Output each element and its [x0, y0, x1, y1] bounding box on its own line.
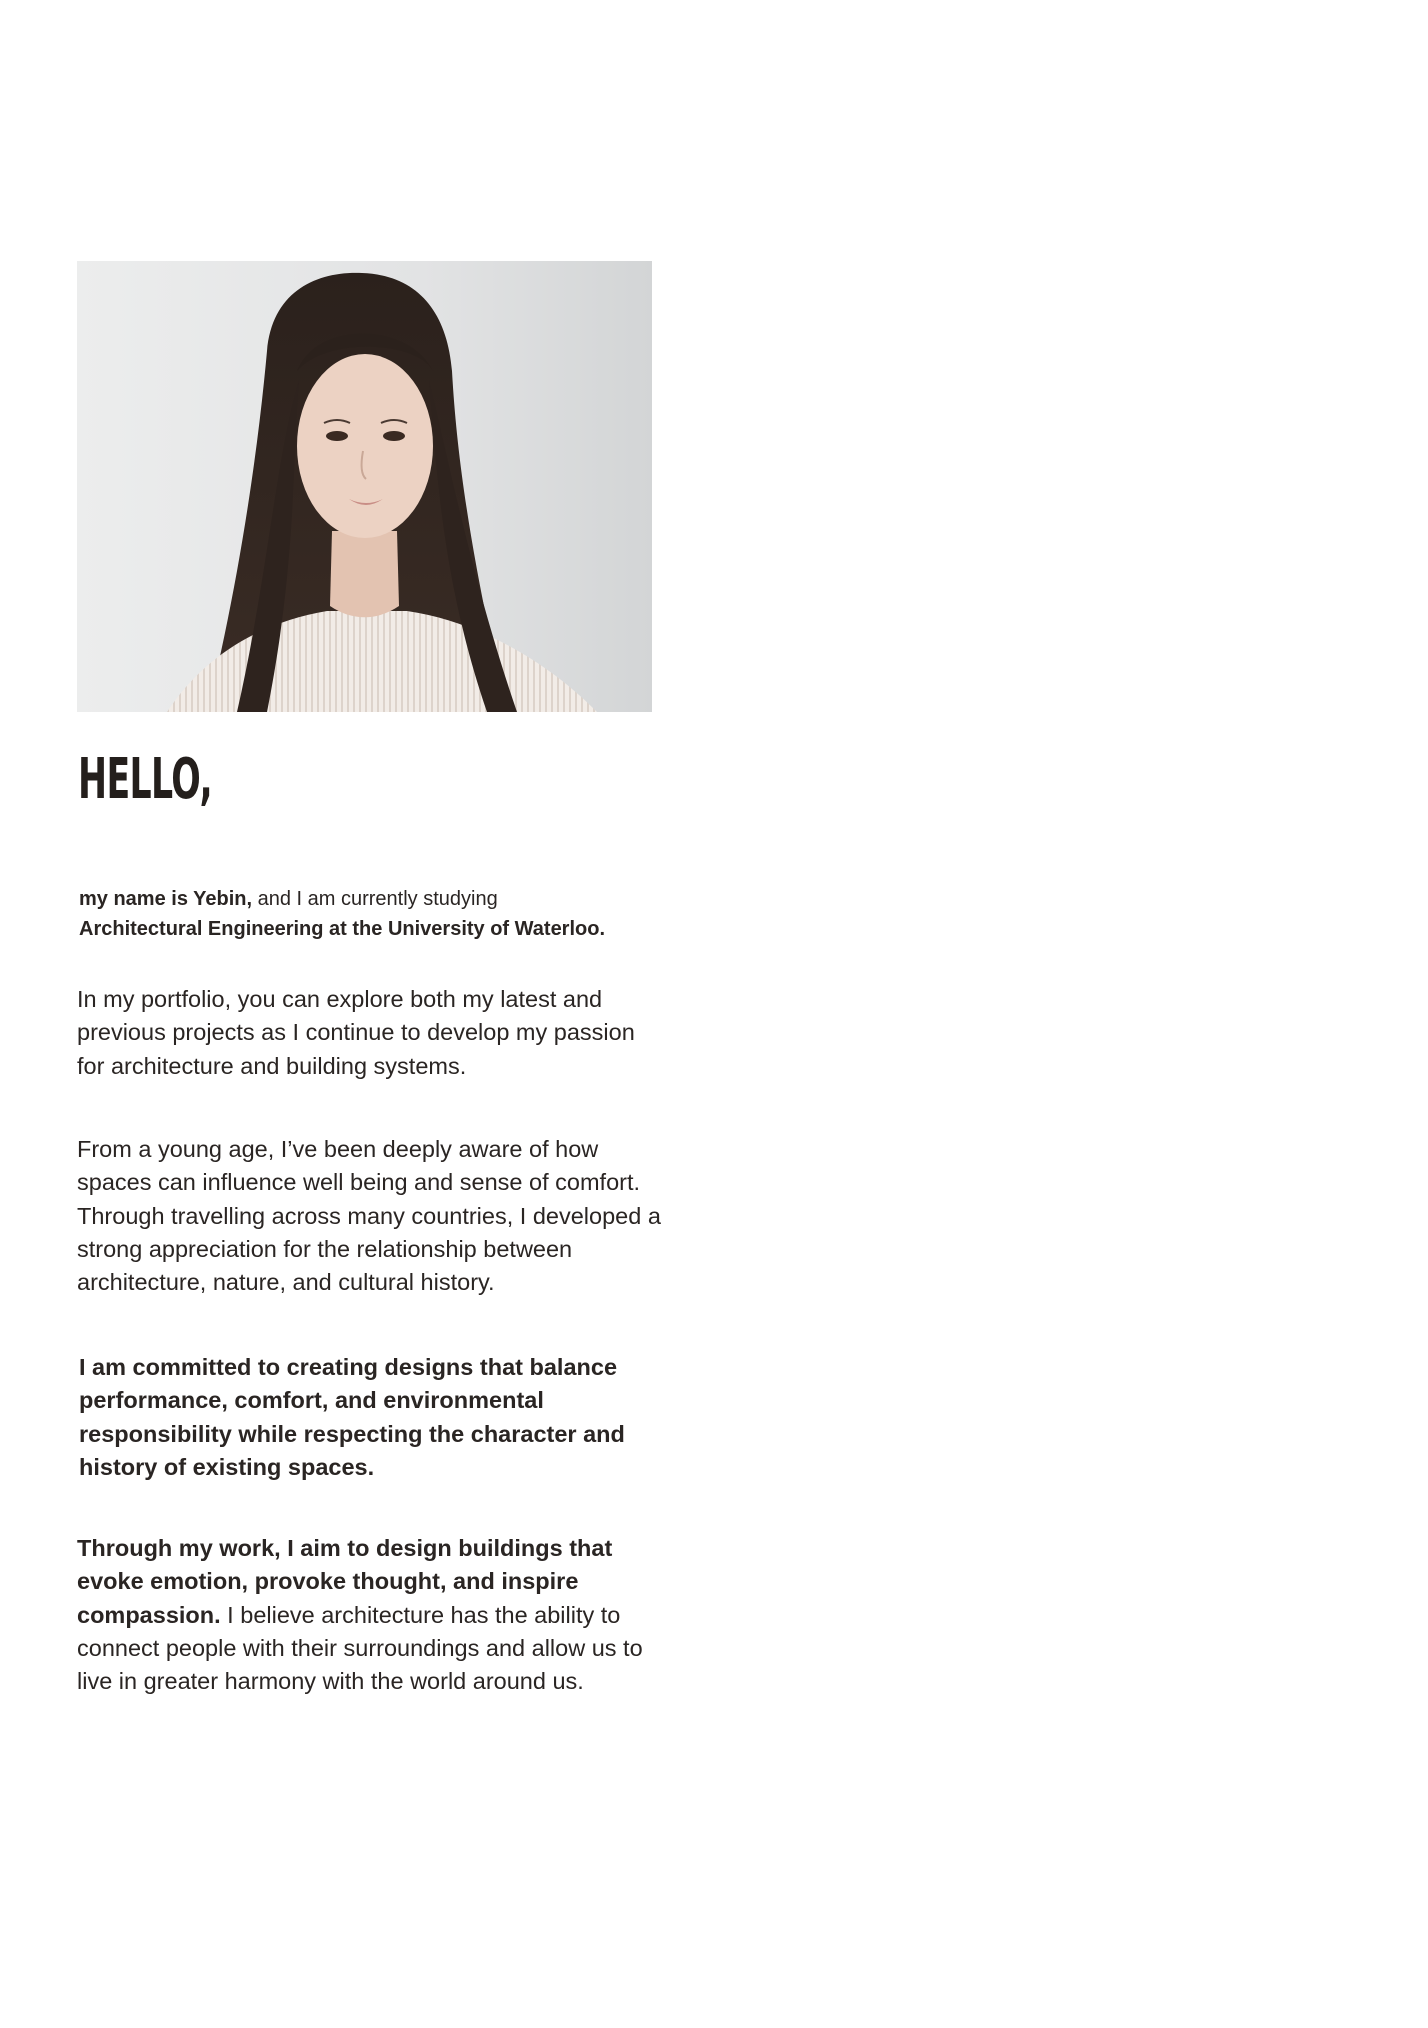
paragraph-portfolio: In my portfolio, you can explore both my latest and previous projects as I continue to develop my passion for architecture and building systems.: [77, 986, 635, 1079]
portrait-illustration: [77, 261, 652, 712]
aim-bold: Through my work, I aim to design buildings that evoke emotion, provoke thought, and inspire compassion.: [77, 1535, 613, 1628]
paragraph-aim: [77, 1532, 667, 1698]
intro-studying: and I am currently studying: [252, 888, 498, 910]
paragraph-background: From a young age, I’ve been deeply aware of how spaces can influence well being and sense of comfort. Through travelling across many countries, I developed a strong appreciation for the relationship between architecture, nature, and cultural history.: [77, 1136, 661, 1296]
intro-name: my name is Yebin,: [79, 888, 253, 910]
aim-rest: I believe architecture has the ability to connect people with their surroundings and allow us to live in greater harmony with the world around us.: [77, 1601, 643, 1695]
page-heading: HELLO,: [78, 747, 213, 812]
paragraph-commitment: I am committed to creating designs that balance performance, comfort, and environmental responsibility while respecting the character and history of existing spaces.: [79, 1354, 625, 1480]
intro-text: [79, 884, 679, 944]
intro-program: Architectural Engineering at the University of Waterloo.: [79, 918, 606, 940]
portrait-photo: [77, 261, 652, 712]
